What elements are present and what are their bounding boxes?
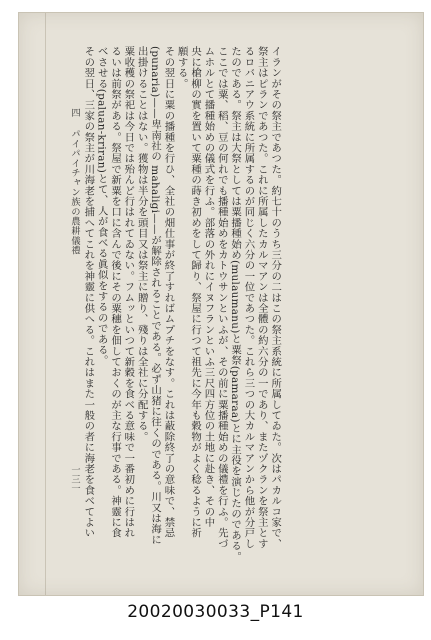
text-line: 央に槍柳の實を置いて粟種の蒔き初めをして歸り、祭屋に行つて祖先に今年も穀物がよく稔るように祈 xyxy=(189,46,202,539)
text-line: その翌日、三家の祭主が川海老を捕へてこれを神靈に供へる。これはまた一般の者に海老を食べてよい xyxy=(82,46,95,539)
text-line: イランがその祭主であつた。約七十のうち三分の二はこの祭主系統に所属してゐた。次はパカルコ家で、 xyxy=(269,46,282,549)
text-line: 出掛けることはない。獲物は半分を頭目又は祭主に贈り、殘りは全社に分配する。 xyxy=(135,46,148,442)
text-line: その翌日に粟の播種を行ひ、全社の畑仕事が終了すればムプチをなす。これは蔽除終了の意味で、禁忌 xyxy=(162,46,175,539)
running-head xyxy=(67,108,81,255)
image-caption: 20020030033_P141 xyxy=(127,602,304,622)
chapter-number: 四 xyxy=(69,108,80,118)
text-line: ムホルとて播種始めの儀式を行ふ。部落の外れにイヌフランといふ三尺四方位の土地に赴き、その中 xyxy=(202,46,215,528)
text-line: 粟收穫の祭祀は今日では殆んど行はれてゐない。フムッといつて新穀を食べる意味で一番初めに行はれ xyxy=(122,46,135,539)
text-line: たのである。祭主は大祭としては粟播種始め(mulaumanu)と粟祭(pamaraa)とに主役を演じたのである。 xyxy=(229,46,242,562)
body-text xyxy=(81,46,281,562)
text-line: (punaria)——卑南社の mahaligi——が解除されることである。必ず山猪に往くのである。川又は海に xyxy=(149,46,162,545)
scanned-page xyxy=(18,12,424,596)
text-line: 祭主はピランであつた。これに所属したカルマアンは全體の約六分の一であり、またヅクランを祭主とす xyxy=(255,46,268,549)
text-line: べさせる(paluan-kriran)とて、人が食べる眞似をするのである。 xyxy=(95,46,108,366)
text-line: るロバニアウ系統に所属するのが同じく六分の一位であつた。これら三つの大カルマアンから他が分戸し xyxy=(242,46,255,549)
chapter-title: パイパイチャン族の農耕儀禮 xyxy=(69,129,80,256)
text-line: 願する。 xyxy=(175,46,188,89)
page-margin-rule xyxy=(45,13,46,595)
text-line: ここでは粟、稻、豆の何れでも播種始めをカトウサンといふが、その前に粟播種始めの儀禮を行ふ。先づ xyxy=(215,46,228,549)
text-line: るいは前祭がある。祭屋で新粟を口に含んで後にその粟穗を佃しておくのが主な行事である。神靈に食 xyxy=(109,46,122,539)
page-number: 一三一 xyxy=(69,465,80,493)
